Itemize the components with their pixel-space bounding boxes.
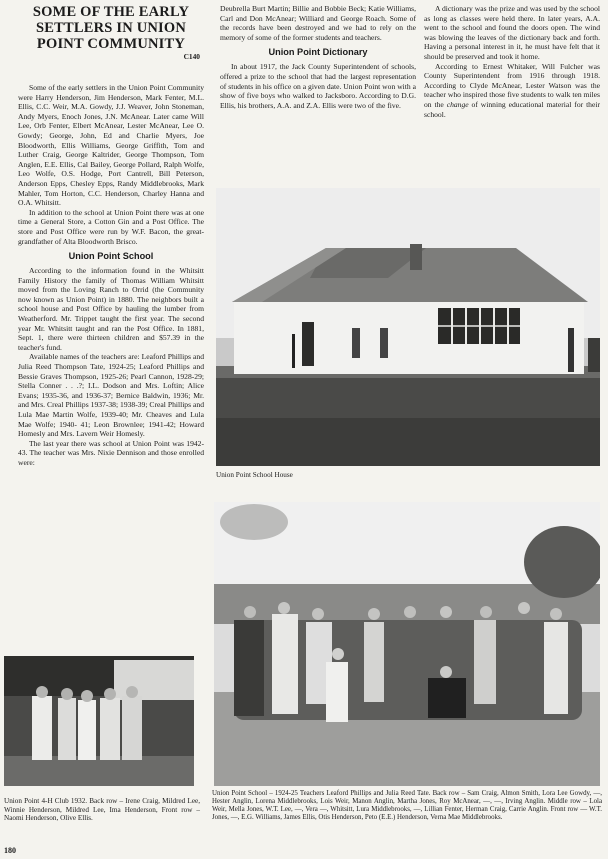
school-group-caption: Union Point School – 1924-25 Teachers Leaford Phillips and Julia Reed Tate. Back row – Sam Craig, Almon Smith, Lora Lee Gowdy, —, Hester Anglin, Lorena Middlebrooks, Lois Weir, Manon Anglin, Martha Jones, Roy McAnear, —, —, Irving Anglin. Middle row – Lola Weir, Mella Jones, W.T. Lee, —, Vera —, Whitsitt, Lura Middlebrooks, —, Lillian Fenter, Herman Craig, Carrie Anglin. Front row — W.T. Jones, —, E.G. Williams, James Ellis, Otis Henderson, Peto (E.E.) Henderson, Verna Mae Middlebrooks. bbox=[212, 790, 602, 821]
dictionary-paragraph-3 bbox=[424, 62, 600, 120]
school-house-caption: Union Point School House bbox=[216, 471, 293, 479]
club-caption: Union Point 4-H Club 1932. Back row – Irene Craig, Mildred Lee, Winnie Henderson, Mildred Lee, Ima Henderson, Front row – Naomi Henderson, Olive Ellis. bbox=[4, 797, 200, 823]
school-house-photo bbox=[216, 188, 600, 466]
school-group-photo bbox=[214, 502, 600, 786]
dictionary-paragraph-2: A dictionary was the prize and was used by the school as long as classes were held there. In later years, A.A. went to the school and found the doors open. The wind was blowing the leaves of the dictionary back and forth. Having a personal interest in it, he must have felt that it should be preserved and took it home. bbox=[424, 4, 600, 61]
settlers-paragraph: Some of the early settlers in the Union Point Community were Harry Henderson, Jim Henderson, Mark Fenter, M.L. Ellis, C.C. Weir, M.A. Gowdy, J.J. Weaver, John Stoneman, Andy Myers, Enoch Jones, J.N. McAnear. Later came Will Lee, Orb Fenter, Elbert McAnear, Lester McAnear, Lee O. Gowdy; George, John, Ed and Charlie Myers, Joe Bloodworth, Ellis Williams, George Griffith, Tom and Luther Craig, George Kaltrider, George Thompson, Tom Anglen, E.E. Ellis, Cal Bailey, George Pollard, Ralph Wolfe, Leo Wolfe, O.S. Hodge, Port Cantrell, Bill Peterson, Anderson Epps, Chesley Epps, Randy Middlebrooks, Mark Mahler, Tom Horton, C.C. Henderson, Charley Hanna and O.A. Whitsitt. bbox=[18, 83, 204, 208]
club-photo bbox=[4, 656, 194, 786]
dictionary-paragraph-1: In about 1917, the Jack County Superintendent of schools, offered a prize to the school that had the largest representation of students in his office on a given date. Union Point won with a show of five boys who walked to Jacksboro. According to D.G. Ellis, his brothers, A.A. and Z.A. Ellis were two of the five. bbox=[220, 62, 416, 110]
dictionary-paragraph-3-italic: change bbox=[446, 99, 469, 109]
school-paragraph-1: According to the information found in the Whitsitt Family History the family of Thomas William Whitsitt moved from the Loving Ranch to Orrid (the Community now known as Union Point) in 1880. The neighbors built a school house and Post Office by hauling the lumber from Weatherford. Mr. Trippet taught the first year. The second year Mr. Whitsitt taught and ran the Post Office. In 1881, Sept. 1, there were thirteen children and $57.39 in the teacher's fund. bbox=[18, 266, 204, 352]
dictionary-paragraph-3-a: According to Ernest Whitaker, Will Fulcher was County Superintendent from 1916 through 1918. According to Clyde McAnear, Lester Watson was the teacher who inspired those five students to walk ten miles on the bbox=[424, 61, 600, 109]
article-code: C140 bbox=[183, 52, 200, 61]
page-number: 180 bbox=[4, 846, 16, 855]
school-paragraph-4: Deubrella Burt Martin; Billie and Bobbie Beck; Katie Williams, Carl and Don McAnear; Williard and George Roach. Some of the records have been destroyed and we had to rely on the memory of some of the former students and teachers. bbox=[220, 4, 416, 42]
left-column bbox=[18, 4, 204, 468]
middle-column bbox=[220, 4, 416, 110]
school-paragraph-2: Available names of the teachers are: Leaford Phillips and Julia Reed Thompson Tate, 1924-25; Leaford Phillips and Bessie Graves Thompson, 1925-26; Pearl Cannon, 1928-29; Stella Conner . . .?; I.L. Dodson and Mrs. Loftin; Alice Evans; 1935-36, and 1936-37; Bernice Baldwin, 1936; Mr. and Mrs. Creal Phillips 1937-38; 1938-39; Creal Phillips and Lula Mae Martin Wolfe, 1939-40; Mr. Cheaves and Lula Mae Wolfe; 1940- 41; Leon Brownlee; 1941-42; Howard Homesly and Mrs. Lavern Weir Homesly. bbox=[18, 352, 204, 439]
school-paragraph-3: The last year there was school at Union Point was 1942-43. The teacher was Mrs. Nixie Dennison and those enrolled were: bbox=[18, 438, 204, 467]
school-heading: Union Point School bbox=[68, 251, 154, 262]
article-title: SOME OF THE EARLY SETTLERS IN UNION POINT COMMUNITY bbox=[32, 4, 190, 52]
store-paragraph: In addition to the school at Union Point there was at one time a General Store, a Cotton Gin and a Post Office. The store and Post Office were run by W.F. Bacon, the great-grandfather of Alta Bloodworth Brisco. bbox=[18, 207, 204, 246]
dictionary-paragraph-3-b: of winning educational material for their school. bbox=[424, 99, 600, 119]
right-column bbox=[424, 4, 600, 119]
dictionary-heading: Union Point Dictionary bbox=[268, 47, 368, 58]
